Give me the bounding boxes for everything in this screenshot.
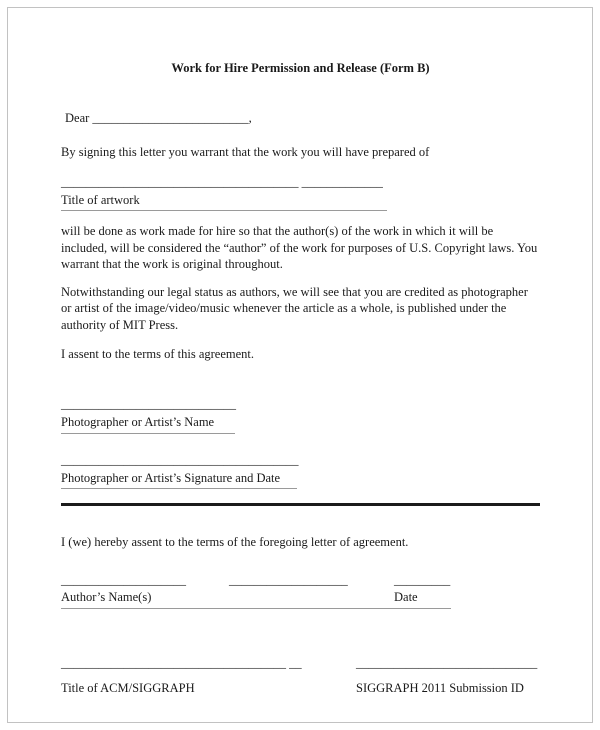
- acm-title-label: Title of ACM/SIGGRAPH: [61, 681, 195, 696]
- salutation-suffix: ,: [248, 111, 252, 126]
- artist-signature-label: Photographer or Artist’s Signature and Date: [61, 470, 281, 485]
- author-date-label-row: [61, 589, 451, 609]
- acm-title-blank-line: ____________________________________ __: [61, 656, 302, 671]
- artwork-label-row: [61, 192, 387, 211]
- date-blank-line: _________: [394, 573, 451, 588]
- bottom-label-row: [61, 680, 540, 697]
- artwork-blank-line: ______________________________________ _____________: [61, 174, 383, 189]
- author-name-label: Author’s Name(s): [61, 590, 152, 605]
- salutation-line: [65, 110, 540, 126]
- document-content: [8, 8, 592, 697]
- salutation-blank-line: _________________________: [92, 111, 249, 126]
- document-page: [7, 7, 593, 723]
- submission-id-label: SIGGRAPH 2011 Submission ID: [356, 681, 524, 696]
- bottom-blank-lines-row: [61, 655, 540, 672]
- artist-name-label: Photographer or Artist’s Name: [61, 415, 215, 430]
- author-name-blank-2: ___________________: [229, 573, 348, 588]
- author-name-blank-1: ____________________: [61, 573, 186, 588]
- submission-id-blank-line: _____________________________: [356, 656, 538, 671]
- section-divider-rule: [61, 503, 540, 506]
- credit-paragraph: Notwithstanding our legal status as authors, we will see that you are credited as photographer or artist of the image/video/music whenever the article as a whole, is published under the authority of MIT Press.: [61, 285, 528, 332]
- date-label: Date: [394, 590, 418, 605]
- artist-name-blank-line: ____________________________: [61, 397, 236, 411]
- artist-assent-line: I assent to the terms of this agreement.: [61, 346, 254, 361]
- author-blank-lines-row: [61, 572, 540, 589]
- document-title: Work for Hire Permission and Release (Form B): [171, 61, 430, 75]
- artist-signature-blank-line: ______________________________________: [61, 452, 299, 467]
- artist-name-label-row: [61, 414, 235, 433]
- artwork-label: Title of artwork: [61, 193, 140, 207]
- salutation-prefix: Dear: [65, 111, 93, 126]
- publisher-assent-line: I (we) hereby assent to the terms of the foregoing letter of agreement.: [61, 535, 409, 549]
- work-for-hire-paragraph: will be done as work made for hire so that the author(s) of the work in which it will be included, will be considered the “author” of the work for purposes of U.S. Copyright laws. You warrant that the work is original throughout.: [61, 224, 538, 271]
- artist-signature-label-row: [61, 470, 297, 489]
- intro-paragraph: By signing this letter you warrant that the work you will have prepared of: [61, 144, 430, 159]
